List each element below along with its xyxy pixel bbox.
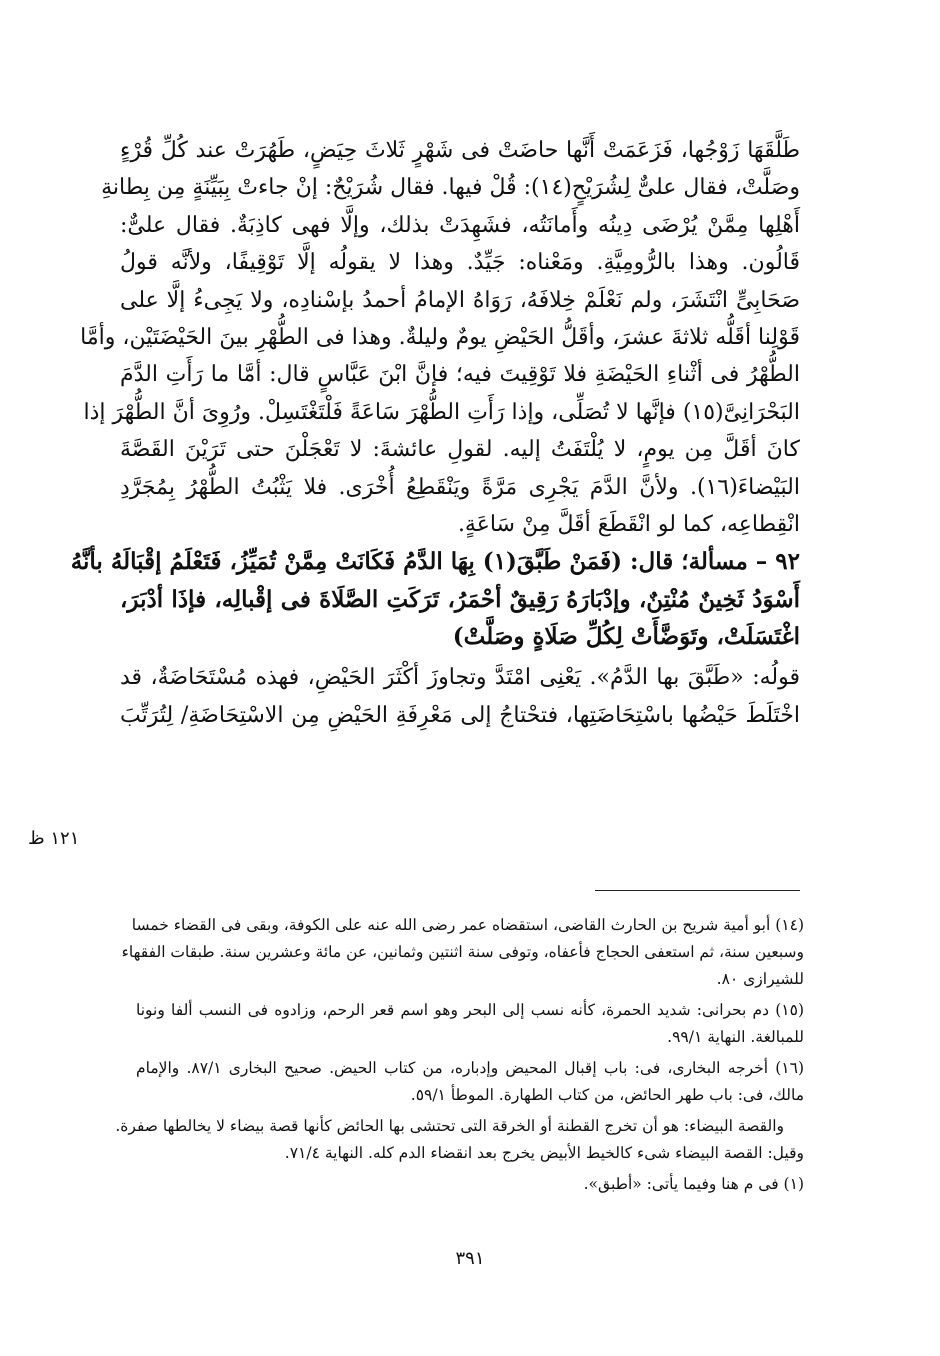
margin-folio-note: ١٢١ ظ	[28, 828, 80, 849]
main-text	[70, 132, 800, 734]
footnote-line: (١٦) أخرجه البخارى، فى: باب إقبال المحيض وإدباره، من كتاب الحيض. صحيح البخارى ٨٧/١. والإمام	[136, 1059, 804, 1077]
text-line: أَهْلِها مِمَّنْ يُرْضَى دِينُه وأَمانَتُه، فشَهِدَتْ بذلك، وإلَّا فهى كاذِبَةٌ. فقال علىٌّ:	[120, 212, 800, 238]
text-line: كانَ أقَلَّ مِن يومٍ، لا يُلْتَفَتُ إليه. لقولِ عائشةَ: لا تَعْجَلْنَ حتى تَرَيْنَ القَصَّةَ	[120, 437, 800, 463]
text-line: انْقِطاعِه، كما لو انْقَطَعَ أقَلَّ مِنْ سَاعَةٍ.	[457, 511, 800, 537]
paragraph-intro	[80, 132, 800, 543]
footnote-line: للشيرازى ٨٠.	[716, 970, 804, 988]
footnote-line: للمبالغة. النهاية ٩٩/١.	[667, 1028, 804, 1046]
footnote-line: والقصة البيضاء: هو أن تخرج القطنة أو الخرقة التى تحتشى بها الحائض كأنها قصة بيضاء لا يخالطها صفرة.	[115, 1117, 784, 1135]
footnote-line: مالك، فى: باب طهر الحائض، من كتاب الطهارة. الموطأ ٥٩/١.	[410, 1086, 804, 1104]
footnote-line: وسبعين سنة، ثم استعفى الحجاج فأعفاه، وتوفى سنة اثنتين وثمانين، عن مائة وعشرين سنة. طبقات الفقهاء	[121, 943, 804, 961]
text-line: قَوْلِنا أقَلُّه ثلاثةَ عشرَ، وأقَلُّ الحَيْضِ يومٌ وليلةٌ. وهذا فى الطُّهْرِ بينَ الحَيْضَتَيْن، وأمَّا	[80, 324, 800, 350]
masala-line: ٩٢ – مسألة؛ قال: (فَمَنْ طَبَّقَ(١) بِهَا الدَّمُ فَكَانَتْ مِمَّنْ تُمَيِّزُ، فَتَعْلَمُ إقْبَالَهُ بأنَّهُ	[70, 548, 800, 576]
commentary-line: قولُه: «طَبَّقَ بها الدَّمُ». يَعْنِى امْتَدَّ وتجاوزَ أكْثَرَ الحَيْضِ، فهذه مُسْتَحَاضَةٌ، قد	[120, 665, 800, 691]
footnote-qassa-note	[115, 1113, 804, 1167]
commentary-paragraph	[120, 659, 800, 734]
footnote-separator	[595, 890, 800, 891]
text-line: صَحَابِىٍّ انْتَشَرَ، ولم نَعْلَمْ خِلافَهُ، رَوَاهُ الإمامُ أحمدُ بإسْنادِه، ولا يَجِىءُ إلَّا على	[120, 287, 800, 313]
footnote-14	[121, 912, 804, 993]
text-line: وصَلَّتْ، فقال علىٌّ لِشُرَيْحٍ(١٤): قُلْ فيها. فقال شُرَيْحٌ: إنْ جاءتْ بِبَيِّنَةٍ مِن بِطانةِ	[101, 175, 800, 201]
footnotes	[115, 912, 804, 1202]
masala-statement	[70, 543, 800, 655]
text-line: البَيْضاءَ(١٦). ولأنَّ الدَّمَ يَجْرِى مَرَّةً ويَنْقَطِعُ أُخْرَى. فلا يَثْبُتُ الطُّهْرُ بِمُجَرَّدِ	[120, 474, 800, 500]
text-line: طَلَّقَهَا زَوْجُها، فَزَعَمَتْ أَنَّها حاضَتْ فى شَهْرٍ ثَلاثَ حِيَضٍ، طَهُرَتْ عند كُلِّ قُرْءٍ	[120, 138, 800, 163]
text-line: قَالُون. وهذا بالرُّومِيَّةِ. ومَعْناه: جَيِّدٌ. وهذا لا يقولُه إلَّا تَوْقِيفًا، ولأنَّه قولُ	[120, 250, 800, 276]
footnote-line: (١٤) أبو أمية شريح بن الحارث القاضى، استقضاه عمر رضى الله عنه على الكوفة، وبقى فى القضاء خمسا	[131, 916, 804, 934]
footnote-line: (١٥) دم بحرانى: شديد الحمرة، كأنه نسب إلى البحر وهو اسم قعر الرحم، وزادوه فى النسب ألفا ونونا	[136, 1001, 804, 1019]
footnote-line: (١) فى م هنا وفيما يأتى: «أطبق».	[583, 1175, 804, 1193]
footnote-line: وقيل: القصة البيضاء شىء كالخيط الأبيض يخرج بعد انقضاء الدم كله. النهاية ٧١/٤.	[284, 1144, 804, 1162]
text-line: الطُّهْرُ فى أثْناءِ الحَيْضَةِ فلا تَوْقِيتَ فيه؛ فإنَّ ابْنَ عَبَّاسٍ قال: أمَّا ما رَأَتِ الدَّمَ	[120, 362, 800, 388]
masala-line: اغْتَسَلَتْ، وتَوَضَّأَتْ لِكُلِّ صَلَاةٍ وصَلَّتْ)	[452, 623, 800, 651]
footnote-variant-1	[136, 1171, 804, 1198]
masala-line: أَسْوَدُ ثَخِينٌ مُنْتِنٌ، وإدْبَارَهُ رَقِيقٌ أحْمَرُ، تَرَكَتِ الصَّلَاةَ فى إقْبالِه، فإذَا أدْبَرَ،	[120, 585, 800, 613]
commentary-line: اخْتَلَطَ حَيْضُها باسْتِحَاضَتِها، فتحْتاجُ إلى مَعْرِفَةِ الحَيْضِ مِن الاسْتِحَاضَةِ/ لِتُرَتِّبَ	[120, 702, 800, 728]
text-line: البَحْرَانِىَّ(١٥) فإنَّها لا تُصَلِّى، وإذا رَأَتِ الطُّهْرَ سَاعَةً فَلْتَغْتَسِلْ. ورُوِىَ أنَّ الطُّهْرَ إذا	[83, 399, 800, 425]
page-number: ٣٩١	[455, 1248, 485, 1269]
footnote-15	[136, 997, 804, 1051]
footnote-16	[136, 1055, 804, 1109]
